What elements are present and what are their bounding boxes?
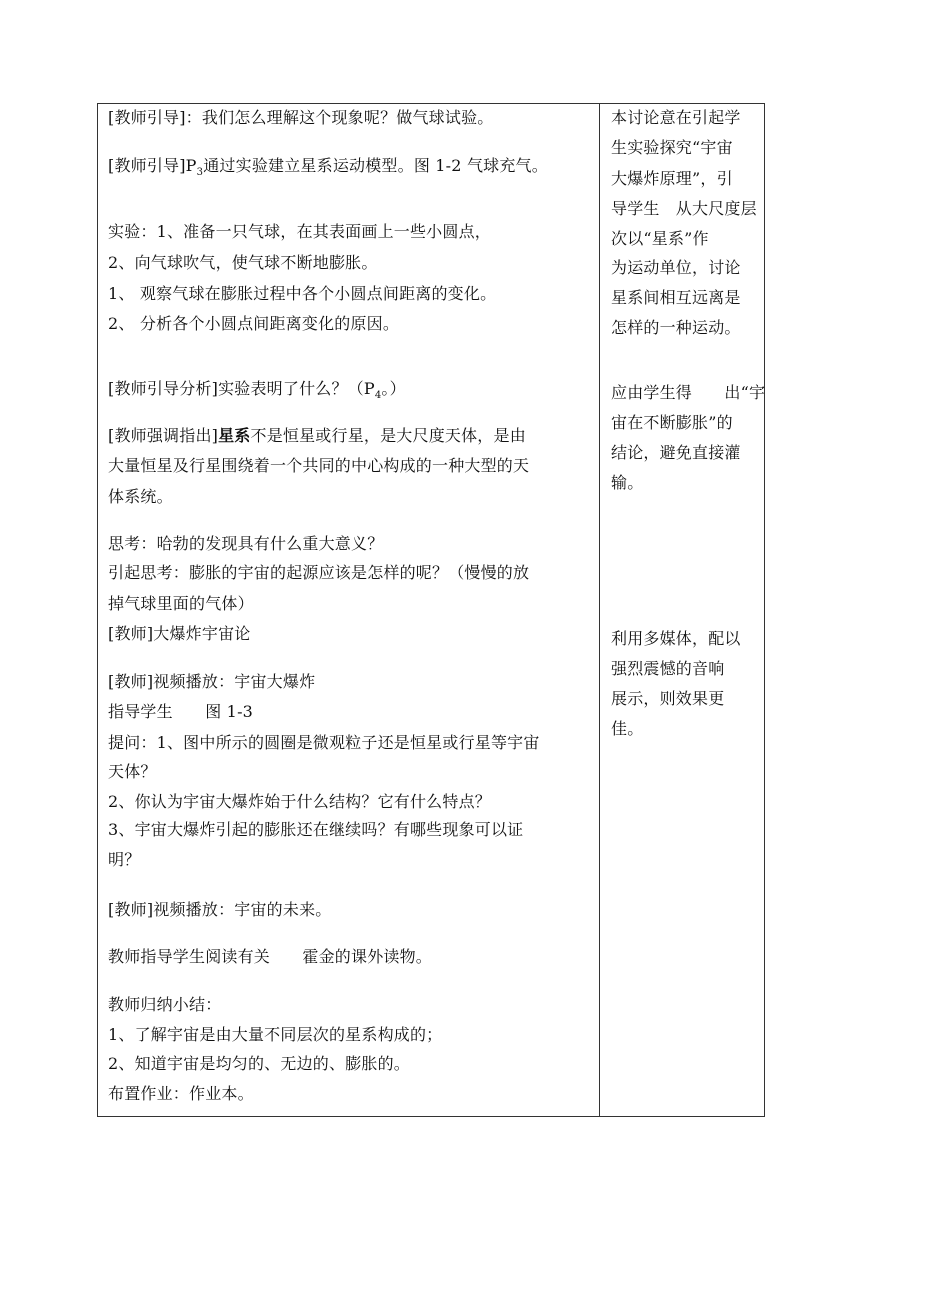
left-line: 2、向气球吹气，使气球不断地膨胀。 — [108, 253, 378, 272]
right-line: 强烈震憾的音响 — [611, 659, 725, 678]
right-line: 星系间相互远离是 — [611, 288, 741, 307]
left-line: 2、 分析各个小圆点间距离变化的原因。 — [108, 314, 400, 333]
right-line: 应由学生得 出“宇 — [611, 383, 766, 402]
left-line: [教师强调指出]星系不是恒星或行星，是大尺度天体，是由 — [108, 426, 526, 445]
right-line: 输。 — [611, 473, 644, 492]
left-line: 大量恒星及行星围绕着一个共同的中心构成的一种大型的天 — [108, 456, 530, 475]
left-line: [教师]视频播放：宇宙大爆炸 — [108, 672, 316, 691]
right-line: 宙在不断膨胀”的 — [611, 413, 733, 432]
left-line: 实验：1、准备一只气球，在其表面画上一些小圆点， — [108, 222, 491, 241]
left-line: 教师指导学生阅读有关 霍金的课外读物。 — [108, 947, 433, 966]
left-line: 1、了解宇宙是由大量不同层次的星系构成的； — [108, 1025, 443, 1044]
left-line: 掉气球里面的气体） — [108, 594, 254, 613]
left-line: [教师引导分析]实验表明了什么？（$P_4$。） — [108, 379, 406, 402]
left-line: 体系统。 — [108, 487, 173, 506]
right-line: 导学生 从大尺度层 — [611, 199, 757, 218]
left-line: 2、知道宇宙是均匀的、无边的、膨胀的。 — [108, 1054, 410, 1073]
left-line: 思考：哈勃的发现具有什么重大意义？ — [108, 534, 384, 553]
left-line: 明？ — [108, 850, 141, 869]
left-line: [教师]大爆炸宇宙论 — [108, 624, 251, 643]
right-line: 次以“星系”作 — [611, 229, 709, 248]
right-line: 大爆炸原理”，引 — [611, 169, 733, 188]
right-line: 本讨论意在引起学 — [611, 108, 741, 127]
right-line: 利用多媒体，配以 — [611, 629, 741, 648]
left-line: [教师引导]：我们怎么理解这个现象呢？做气球试验。 — [108, 108, 494, 127]
left-line: 布置作业：作业本。 — [108, 1084, 254, 1103]
keyword-xingxi: 星系 — [218, 426, 251, 445]
left-line: [教师]视频播放：宇宙的未来。 — [108, 900, 332, 919]
right-line: 展示，则效果更 — [611, 689, 725, 708]
left-line: 提问：1、图中所示的圆圈是微观粒子还是恒星或行星等宇宙 — [108, 733, 540, 752]
left-line: 教师归纳小结： — [108, 995, 222, 1014]
left-line: 3、宇宙大爆炸引起的膨胀还在继续吗？有哪些现象可以证 — [108, 820, 524, 839]
left-line: 1、 观察气球在膨胀过程中各个小圆点间距离的变化。 — [108, 284, 497, 303]
right-line: 结论，避免直接灌 — [611, 443, 741, 462]
left-line: [教师引导]$P_3$通过实验建立星系运动模型。图 1-2 气球充气。 — [108, 156, 548, 179]
right-line: 生实验探究“宇宙 — [611, 138, 733, 157]
right-line: 佳。 — [611, 719, 644, 738]
column-divider — [599, 103, 600, 1117]
left-line: 引起思考：膨胀的宇宙的起源应该是怎样的呢？（慢慢的放 — [108, 563, 530, 582]
left-line: 指导学生 图 1-3 — [108, 702, 254, 721]
right-line: 为运动单位，讨论 — [611, 258, 741, 277]
left-line: 天体？ — [108, 762, 157, 781]
right-line: 怎样的一种运动。 — [611, 318, 741, 337]
left-line: 2、你认为宇宙大爆炸始于什么结构？它有什么特点？ — [108, 792, 491, 811]
